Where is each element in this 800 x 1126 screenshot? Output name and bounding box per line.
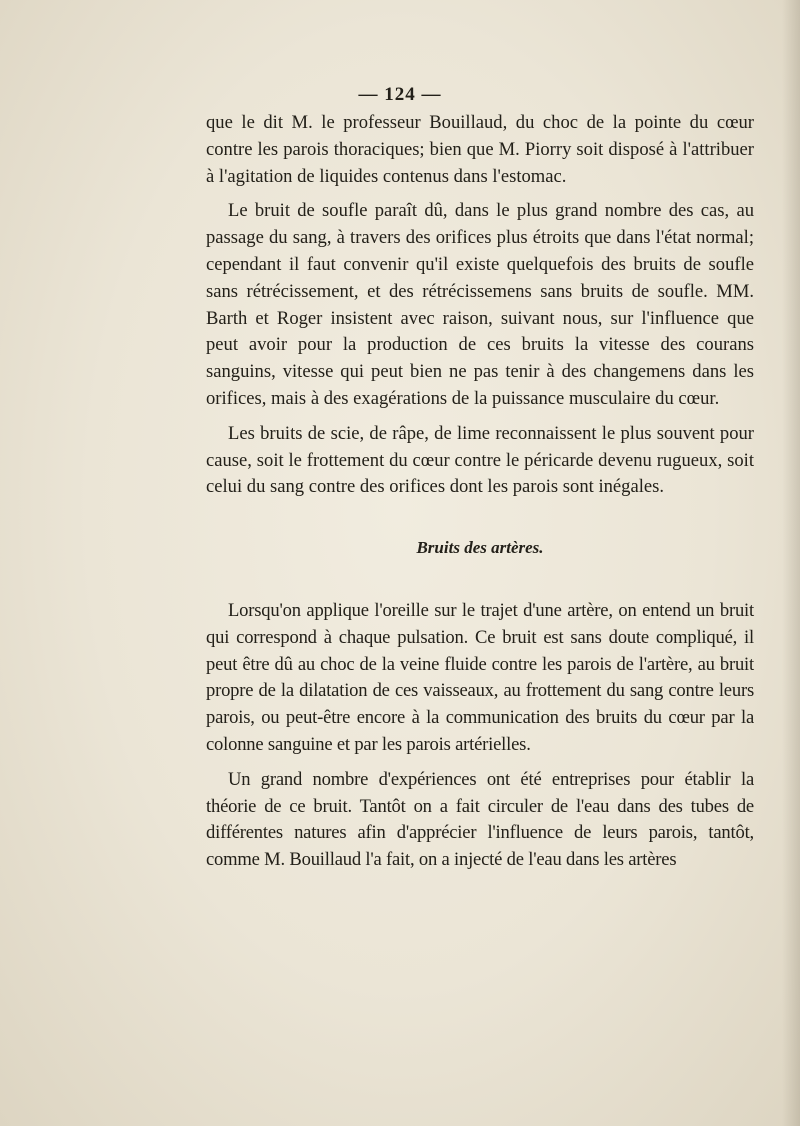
body-text	[206, 110, 754, 874]
paragraph-bruit-de-soufle: Le bruit de soufle paraît dû, dans le plus grand nombre des cas, au passage du sang, à travers des orifices plus étroits que dans l'état normal; cependant il faut convenir qu'il existe quelquefois des bruits de soufle sans rétrécissement, et des rétrécissemens sans bruits de soufle. MM. Barth et Roger insistent avec raison, suivant nous, sur l'influence que peut avoir pour la production de ces bruits la vitesse des courans sanguins, vitesse qui peut bien ne pas tenir à des changemens dans les orifices, mais à des exagérations de la puissance musculaire du cœur.	[206, 200, 754, 409]
paragraph-continuation: que le dit M. le professeur Bouillaud, du choc de la pointe du cœur contre les parois thoraciques; bien que M. Piorry soit disposé à l'attribuer à l'agitation de liquides contenus dans l'estomac.	[206, 112, 754, 187]
page-number: — 124 —	[358, 84, 442, 105]
section-heading: Bruits des artères.	[416, 538, 544, 558]
paragraph-bruits-arteres: Lorsqu'on applique l'oreille sur le trajet d'une artère, on entend un bruit qui correspond à chaque pulsation. Ce bruit est sans doute compliqué, il peut être dû au choc de la veine fluide contre les parois de l'artère, au bruit propre de la dilatation de ces vaisseaux, au frottement du sang contre leurs parois, ou peut-être encore à la communication des bruits du cœur par la colonne sanguine et par les parois artérielles.	[206, 599, 754, 755]
paragraph-experiences: Un grand nombre d'expériences ont été entreprises pour établir la théorie de ce bruit. Tantôt on a fait circuler de l'eau dans des tubes de différentes natures afin d'apprécier l'influence de leurs parois, tantôt, comme M. Bouillaud l'a fait, on a injecté de l'eau dans les artères	[206, 768, 754, 871]
page-edge-shadow	[782, 0, 800, 1126]
paragraph-bruits-de-scie: Les bruits de scie, de râpe, de lime reconnaissent le plus souvent pour cause, soit le frottement du cœur contre le péricarde devenu rugueux, soit celui du sang contre des orifices dont les parois sont inégales.	[206, 422, 754, 498]
